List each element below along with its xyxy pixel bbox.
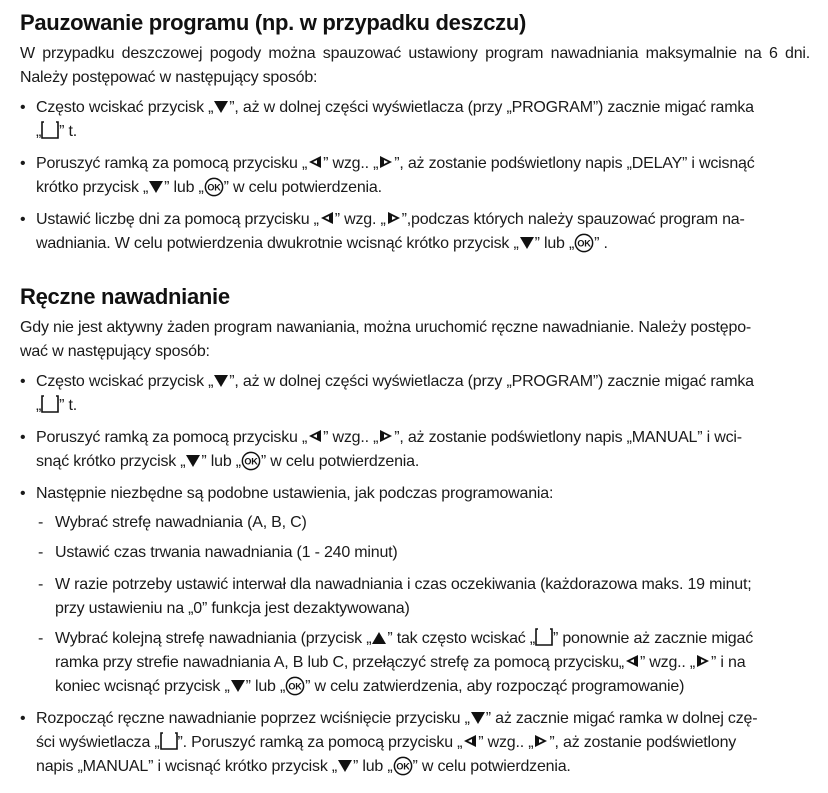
dash-marker: -	[38, 576, 44, 593]
text-segment: ści wyświetlacza „	[36, 734, 160, 751]
text-segment: ”,podczas których należy spauzować program na-	[401, 211, 745, 228]
list-item-manual-1	[36, 370, 810, 418]
text-segment: ” tak często wciskać „	[387, 630, 535, 647]
list-item-pause-2	[36, 152, 810, 200]
text-segment: ”, aż zostanie podświetlony napis „DELAY” i wcisnąć	[394, 155, 755, 172]
right-arrow-icon	[695, 653, 711, 669]
text-segment: ” lub „	[201, 453, 241, 470]
down-arrow-icon	[230, 679, 246, 693]
text-segment: ” wzg.. „	[323, 429, 379, 446]
list-item-manual-3: Następnie niezbędne są podobne ustawienia, jak podczas programowania:	[36, 485, 554, 502]
sub-item-1: Wybrać strefę nawadniania (A, B, C)	[55, 514, 307, 531]
text-segment: ” w celu potwierdzenia.	[260, 453, 420, 470]
right-arrow-icon	[378, 154, 394, 170]
bullet-marker: •	[20, 485, 26, 502]
dash-marker: -	[38, 544, 44, 561]
text-segment: ” ponownie aż zacznie migać	[552, 630, 754, 647]
ok-button-icon	[393, 756, 413, 776]
down-arrow-icon	[470, 711, 486, 725]
down-arrow-icon	[185, 454, 201, 468]
frame-icon	[41, 395, 59, 413]
frame-icon	[41, 121, 59, 139]
manual-intro	[20, 316, 810, 364]
list-item-pause-3	[36, 208, 810, 256]
bullet-marker: •	[20, 429, 26, 446]
right-arrow-icon	[386, 210, 402, 226]
dash-marker: -	[38, 630, 44, 647]
text-segment: „	[36, 397, 42, 414]
right-arrow-icon	[533, 733, 549, 749]
text-segment: napis „MANUAL” i wcisnąć krótko przycisk „	[36, 758, 337, 775]
left-arrow-icon	[319, 210, 335, 226]
text-segment: ” w celu potwierdzenia.	[223, 179, 382, 196]
text-segment: ” lub „	[353, 758, 393, 775]
text-segment: wać w następujący sposób:	[20, 343, 210, 360]
text-segment: „	[36, 123, 42, 140]
ok-button-icon	[241, 451, 261, 471]
text-segment: ” w celu zatwierdzenia, aby rozpocząć programowanie)	[305, 678, 685, 695]
ok-button-icon	[204, 177, 224, 197]
ok-button-icon	[574, 233, 594, 253]
left-arrow-icon	[624, 653, 640, 669]
text-segment: W razie potrzeby ustawić interwał dla nawadniania i czas oczekiwania (każdorazowa maks. 19 minut;	[55, 576, 752, 593]
frame-icon	[160, 732, 178, 750]
text-segment: ” wzg.. „	[639, 654, 696, 671]
sub-item-3	[55, 573, 810, 621]
text-segment: ” wzg. „	[334, 211, 386, 228]
text-segment: ” t.	[59, 123, 78, 140]
pause-intro: W przypadku deszczowej pogody można spauzować ustawiony program nawadniania maksymalnie na 6 dni. Należy postępować w następujący sposób:	[20, 45, 810, 86]
down-arrow-icon	[519, 236, 535, 250]
text-segment: ” .	[594, 235, 608, 252]
text-segment: Gdy nie jest aktywny żaden program nawaniania, można uruchomić ręczne nawadnianie. Należy postępo-	[20, 319, 752, 336]
text-segment: Często wciskać przycisk „	[36, 99, 214, 116]
text-segment: snąć krótko przycisk „	[36, 453, 186, 470]
text-segment: ” t.	[59, 397, 78, 414]
text-segment: koniec wcisnąć przycisk „	[55, 678, 230, 695]
text-segment: ”, aż zostanie podświetlony	[549, 734, 737, 751]
down-arrow-icon	[148, 180, 164, 194]
text-segment: ramka przy strefie nawadniania A, B lub C, przełączyć strefę za pomocą przycisku„	[55, 654, 624, 671]
text-segment: ” wzg.. „	[323, 155, 379, 172]
list-item-manual-4	[36, 707, 810, 779]
bullet-marker: •	[20, 710, 26, 727]
dash-marker: -	[38, 514, 44, 531]
text-segment: ”, aż zostanie podświetlony napis „MANUAL” i wci-	[394, 429, 742, 446]
text-segment: Rozpocząć ręczne nawadnianie poprzez wciśnięcie przycisku „	[36, 710, 470, 727]
text-segment: przy ustawieniu na „0” funkcja jest dezaktywowana)	[55, 600, 410, 617]
text-segment: ”. Poruszyć ramką za pomocą przycisku „	[177, 734, 463, 751]
text-segment: Ustawić liczbę dni za pomocą przycisku „	[36, 211, 319, 228]
right-arrow-icon	[378, 428, 394, 444]
text-segment: krótko przycisk „	[36, 179, 149, 196]
text-segment: ” w celu potwierdzenia.	[412, 758, 571, 775]
sub-item-4	[55, 627, 810, 699]
bullet-marker: •	[20, 211, 26, 228]
bullet-marker: •	[20, 155, 26, 172]
text-segment: ” lub „	[534, 235, 575, 252]
text-segment: Wybrać kolejną strefę nawadniania (przycisk „	[55, 630, 372, 647]
text-segment: wadniania. W celu potwierdzenia dwukrotnie wcisnąć krótko przycisk „	[36, 235, 519, 252]
up-arrow-icon	[371, 631, 387, 645]
bullet-marker: •	[20, 99, 26, 116]
section-title-pause: Pauzowanie programu (np. w przypadku deszczu)	[20, 10, 527, 35]
text-segment: Poruszyć ramką za pomocą przycisku „	[36, 429, 308, 446]
left-arrow-icon	[307, 154, 323, 170]
text-segment: ” i na	[711, 654, 746, 671]
list-item-pause-1	[36, 96, 810, 144]
list-item-manual-2	[36, 426, 810, 474]
text-segment: ” aż zacznie migać ramka w dolnej czę-	[485, 710, 758, 727]
left-arrow-icon	[307, 428, 323, 444]
text-segment: ” lub „	[245, 678, 286, 695]
bullet-marker: •	[20, 373, 26, 390]
frame-icon	[535, 628, 553, 646]
text-segment: ” wzg.. „	[478, 734, 534, 751]
section-title-manual: Ręczne nawadnianie	[20, 284, 230, 309]
text-segment: ” lub „	[164, 179, 204, 196]
text-segment: ”, aż w dolnej części wyświetlacza (przy „PROGRAM”) zacznie migać ramka	[229, 99, 754, 116]
ok-button-icon	[285, 676, 305, 696]
text-segment: Często wciskać przycisk „	[36, 373, 214, 390]
down-arrow-icon	[213, 374, 229, 388]
sub-item-2: Ustawić czas trwania nawadniania (1 - 240 minut)	[55, 544, 398, 561]
down-arrow-icon	[337, 759, 353, 773]
text-segment: Poruszyć ramką za pomocą przycisku „	[36, 155, 308, 172]
left-arrow-icon	[462, 733, 478, 749]
down-arrow-icon	[213, 100, 229, 114]
text-segment: ”, aż w dolnej części wyświetlacza (przy „PROGRAM”) zacznie migać ramka	[229, 373, 754, 390]
